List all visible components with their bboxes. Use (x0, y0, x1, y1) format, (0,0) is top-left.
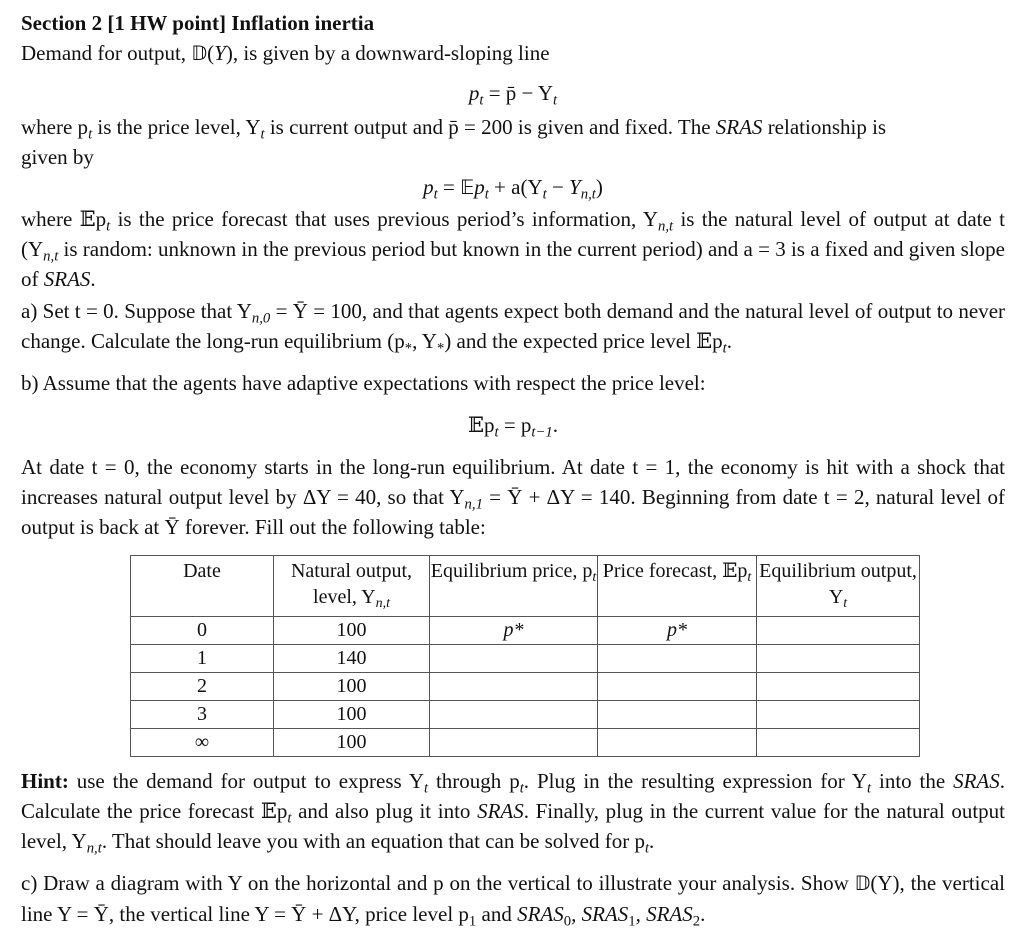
equation-sras: $p_t$ = 𝔼p$_t$ + $a(Y_t - Y_{n,t})$ (423, 175, 603, 203)
cell-date: 0 (131, 617, 274, 645)
cell-output (757, 617, 920, 645)
header-equilibrium-price: Equilibrium price, $p_t$ (430, 556, 598, 617)
cell-price (430, 673, 598, 701)
cell-forecast (598, 673, 757, 701)
part-b: b) Assume that the agents have adaptive expectations with respect the price level: (21, 371, 706, 395)
cell-price (430, 701, 598, 729)
cell-price (430, 645, 598, 673)
table-row (131, 701, 920, 729)
cell-output (757, 701, 920, 729)
header-price-forecast: Price forecast, 𝔼p$_t$ (598, 556, 757, 617)
table-row (131, 617, 920, 645)
cell-natural-output: 100 (274, 701, 430, 729)
equation-demand: $p_t$ = p̄ − $Y_t$ (468, 81, 558, 109)
section-title: Section 2 [1 HW point] Inflation inertia (21, 11, 375, 35)
where-line-1: where $p_t$ is the price level, $Y_t$ is current output and p̄ = 200 is given and fixed. The SRAS relationship is (21, 115, 887, 143)
cell-natural-output: 140 (274, 645, 430, 673)
part-c: c) Draw a diagram with Y on the horizontal and p on the vertical to illustrate your analysis. Show 𝔻(Y), the vertical line Y = Ȳ, the vertical line Y = Ȳ + ΔY, price level $p_1$ and $SRAS_0$, $SRAS_1$, $SRAS_2$. (21, 871, 1005, 930)
cell-forecast (598, 645, 757, 673)
where-paragraph-2: where 𝔼p$_t$ is the price forecast that uses previous period’s information, $Y_{n,t}$ is the natural level of output at date t ($Y_{n,t}$ is random: unknown in the previous period but known in the current period) and a = 3 is a fixed and given slope of SRAS. (21, 207, 1006, 291)
table-header-row (131, 556, 920, 617)
cell-date: 2 (131, 673, 274, 701)
cell-forecast (598, 729, 757, 757)
part-a: a) Set t = 0. Suppose that $Y_{n,0}$ = Ȳ = 100, and that agents expect both demand and the natural level of output to never change. Calculate the long-run equilibrium ($p_*$, $Y_*$) and the expected price level 𝔼p$_t$. (21, 299, 1006, 357)
table-row (131, 673, 920, 701)
cell-natural-output: 100 (274, 729, 430, 757)
cell-price: p* (430, 617, 598, 645)
cell-date: 1 (131, 645, 274, 673)
answer-table (130, 555, 920, 757)
cell-natural-output: 100 (274, 673, 430, 701)
cell-price (430, 729, 598, 757)
shock-paragraph: At date t = 0, the economy starts in the long-run equilibrium. At date t = 1, the economy is hit with a shock that increases natural output level by ΔY = 40, so that $Y_{n,1}$ = Ȳ + ΔY = 140. Beginning from date t = 2, natural level of output is back at Ȳ forever. Fill out the following table: (21, 455, 1005, 539)
cell-output (757, 673, 920, 701)
header-date: Date (131, 556, 274, 617)
hint-paragraph: Hint: use the demand for output to express $Y_t$ through $p_t$. Plug in the resulting expression for $Y_t$ into the SRAS. Calculate the price forecast 𝔼p$_t$ and also plug it into SRAS. Finally, plug in the current value for the natural output level, $Y_{n,t}$. That should leave you with an equation that can be solved for $p_t$. (21, 769, 1006, 857)
cell-output (757, 645, 920, 673)
equation-adaptive: 𝔼p$_t$ = $p_{t-1}$. (467, 413, 559, 441)
cell-date: 3 (131, 701, 274, 729)
table-row (131, 729, 920, 757)
cell-natural-output: 100 (274, 617, 430, 645)
cell-output (757, 729, 920, 757)
cell-forecast: p* (598, 617, 757, 645)
header-equilibrium-output: Equilibrium output, $Y_t$ (757, 556, 920, 617)
table-row (131, 645, 920, 673)
cell-forecast (598, 701, 757, 729)
cell-date: ∞ (131, 729, 274, 757)
demand-line: Demand for output, 𝔻(Y), is given by a downward-sloping line (21, 41, 550, 65)
header-natural-output: Natural output, level, $Y_{n,t}$ (274, 556, 430, 617)
given-by-line: given by (21, 145, 94, 169)
